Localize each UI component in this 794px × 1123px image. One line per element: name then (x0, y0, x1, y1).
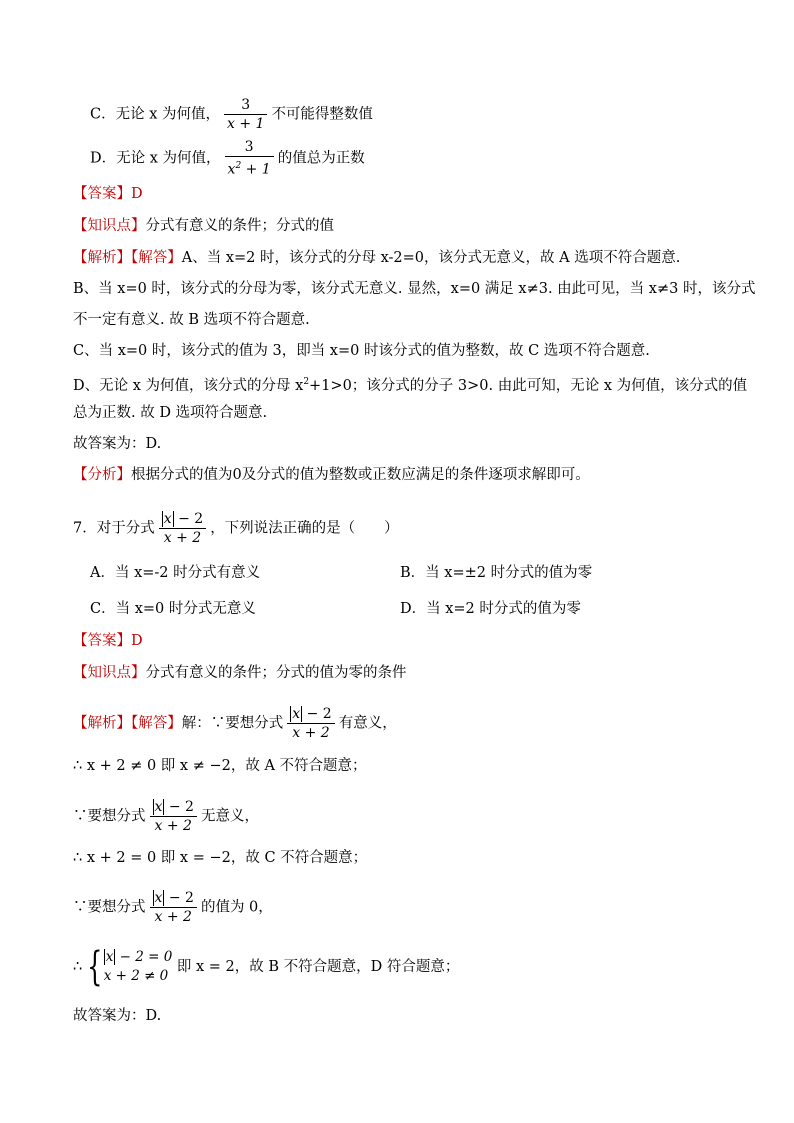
equation-system: x − 2 = 0 x + 2 ≠ 0 (103, 949, 173, 984)
solution-line: B、当 x=0 时，该分式的分母为零，该分式无意义. 显然，x=0 满足 x≠3. 由此可见，当 x≠3 时，该分式 (73, 281, 756, 297)
conclusion: 故答案为：D. (73, 1008, 162, 1024)
fraction: $\frac{x - 2}{x + 2}$ (150, 889, 197, 926)
option-a: A．当 x=-2 时分式有意义 (90, 565, 261, 581)
answer-line: 【答案】D (73, 633, 143, 649)
solution-line: ∵要想分式 $\frac{x - 2}{x + 2}$ 的值为 0， (73, 890, 273, 925)
solution-line: 不一定有意义. 故 B 选项不符合题意. (73, 312, 310, 328)
solution-line: 【解析】【解答】A、当 x=2 时，该分式的分母 x-2=0，该分式无意义，故 A 选项不符合题意. (73, 250, 681, 266)
analysis-line: 【分析】根据分式的值为0及分式的值为整数或正数应满足的条件逐项求解即可。 (73, 467, 590, 483)
solution-line: 【解析】【解答】解：∵要想分式 $\frac{x - 2}{x + 2}$ 有意义， (73, 706, 397, 741)
knowledge-point: 【知识点】分式有意义的条件；分式的值 (73, 218, 334, 234)
solution-line: C、当 x=0 时，该分式的值为 3，即当 x=0 时该分式的值为整数，故 C 选项不符合题意. (73, 343, 650, 359)
option-d: D．无论 x 为何值， $\frac{3}{x^2 + 1}$ 的值总为正数 (90, 139, 365, 178)
option-c-text: C．无论 x 为何值， (90, 106, 220, 123)
option-c: C．当 x=0 时分式无意义 (90, 601, 256, 617)
solution-line: D、无论 x 为何值，该分式的分母 $x^2+1>0$；该分式的分子 3>0. 由此可知，无论 x 为何值，该分式的值 (73, 377, 748, 394)
fraction: $\frac{3}{x^2 + 1}$ (225, 138, 274, 179)
solution-line: ∴ x + 2 = 0 即 x = −2，故 C 不符合题意； (73, 850, 368, 866)
solution-line: 总为正数. 故 D 选项符合题意. (73, 405, 268, 421)
question-7-stem: 7．对于分式 $\frac{x - 2}{x + 2}$ ，下列说法正确的是（ ） (73, 511, 399, 546)
solution-line: ∴ x + 2 ≠ 0 即 x ≠ −2，故 A 不符合题意； (73, 758, 367, 774)
option-d: D．当 x=2 时分式的值为零 (400, 601, 581, 617)
option-b: B．当 x=±2 时分式的值为零 (400, 565, 593, 581)
solution-line: ∵要想分式 $\frac{x - 2}{x + 2}$ 无意义， (73, 799, 259, 834)
answer-line: 【答案】D (73, 186, 143, 202)
fraction: $\frac{x - 2}{x + 2}$ (150, 798, 197, 835)
option-d-text: D．无论 x 为何值， (90, 150, 221, 167)
brace: { (87, 944, 103, 990)
fraction: $\frac{3}{x + 1}$ (224, 96, 267, 133)
fraction: $\frac{x - 2}{x + 2}$ (287, 705, 334, 742)
fraction: $\frac{x - 2}{x + 2}$ (159, 510, 206, 547)
conclusion: 故答案为：D. (73, 436, 162, 452)
option-c: C．无论 x 为何值， $\frac{3}{x + 1}$ 不可能得整数值 (90, 97, 373, 132)
solution-line: ∴ { x − 2 = 0 x + 2 ≠ 0 即 x = 2，故 B 不符合题意，D 符合题意； (73, 944, 460, 990)
knowledge-point: 【知识点】分式有意义的条件；分式的值为零的条件 (73, 665, 407, 681)
